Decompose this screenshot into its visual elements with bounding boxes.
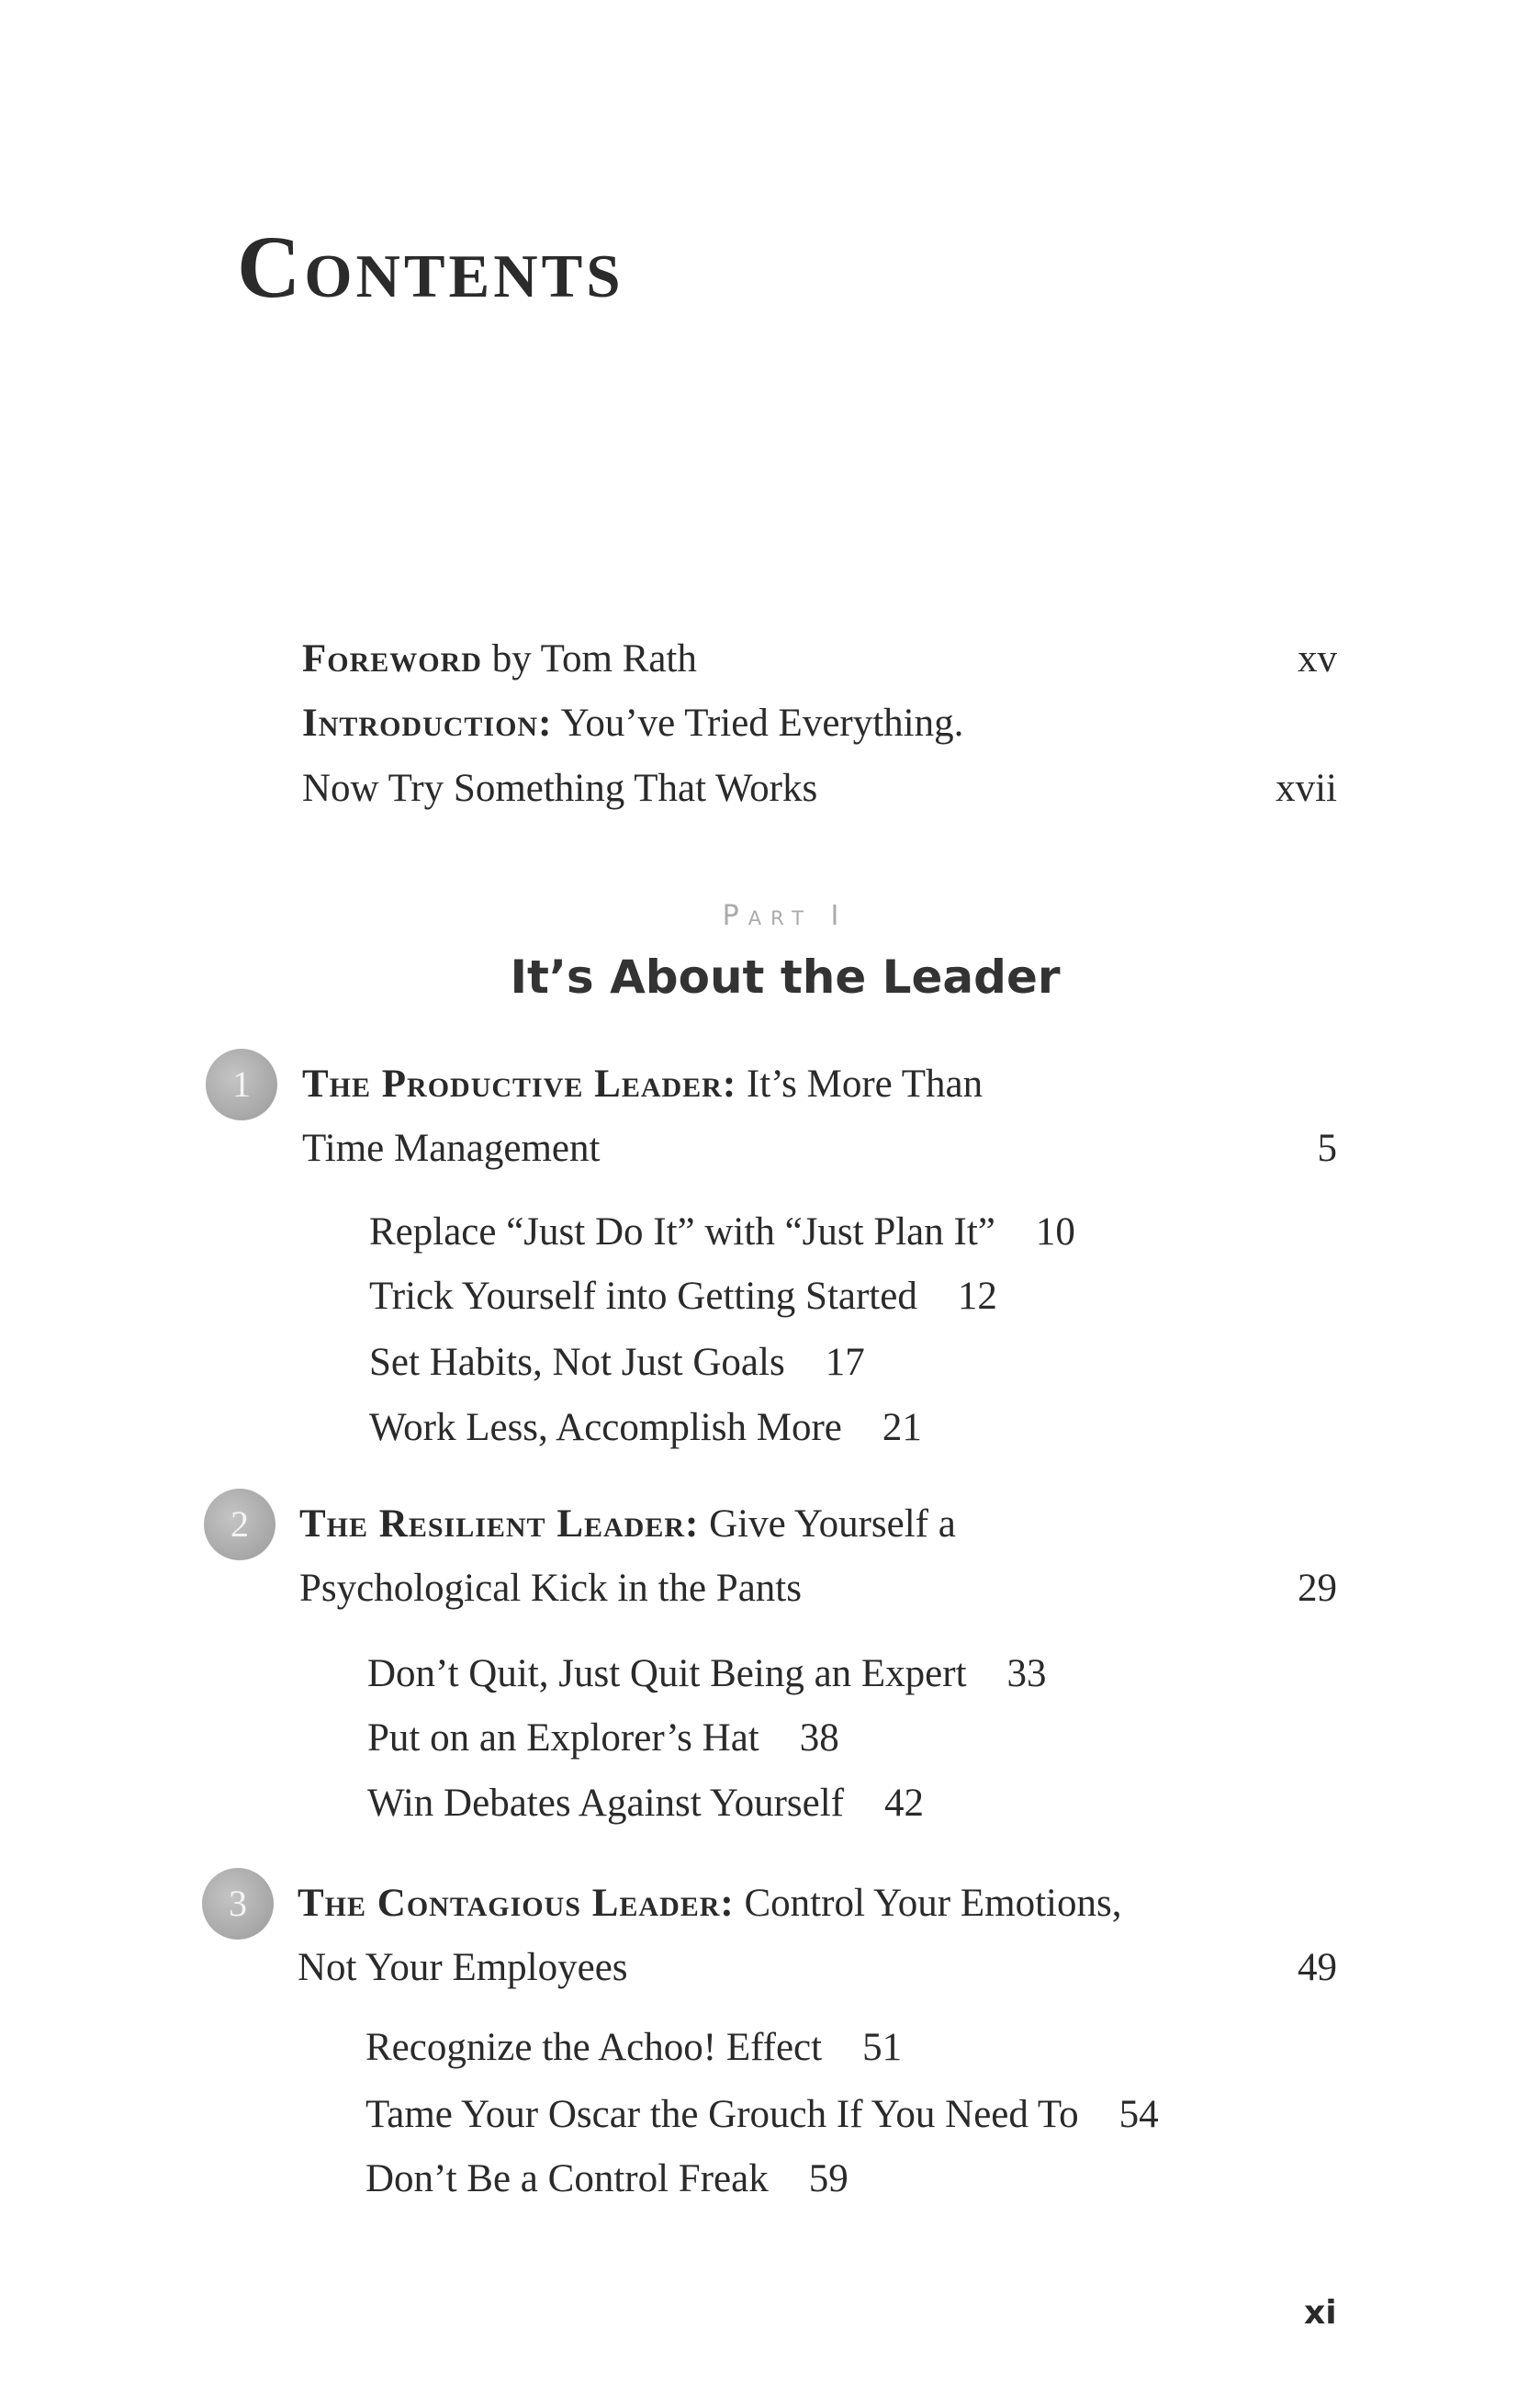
section-title: Tame Your Oscar the Grouch If You Need To [365, 2093, 1079, 2136]
chapter-number-badge: 3 [202, 1868, 274, 1940]
page-number: 5 [1317, 1127, 1337, 1170]
section-title: Win Debates Against Yourself [367, 1782, 845, 1825]
toc-entry-section[interactable] [365, 2083, 1159, 2147]
toc-entry-section[interactable] [369, 1200, 1075, 1265]
section-title: Don’t Quit, Just Quit Being an Expert [367, 1652, 967, 1695]
chapter-number-badge: 2 [204, 1489, 275, 1560]
toc-entry-chapter[interactable] [299, 1492, 956, 1557]
chapter-subtitle: It’s More Than [736, 1063, 984, 1106]
section-title: Replace “Just Do It” with “Just Plan It” [369, 1210, 995, 1254]
section-title: Don’t Be a Control Freak [365, 2157, 769, 2200]
toc-entry-introduction[interactable] [302, 692, 963, 756]
chapter-subtitle-line2: Time Management [302, 1127, 601, 1170]
chapter-subtitle-line2: Psychological Kick in the Pants [299, 1567, 802, 1610]
page-number: 59 [808, 2157, 849, 2200]
page-number: 29 [1298, 1567, 1337, 1610]
toc-entry-section[interactable] [367, 1772, 924, 1836]
page-number: 38 [799, 1716, 839, 1760]
toc-entry-section[interactable] [365, 2016, 902, 2080]
chapter-label: The Productive Leader: [302, 1063, 737, 1106]
entry-text-line2: Now Try Something That Works [302, 767, 818, 810]
chapter-subtitle: Control Your Emotions, [734, 1882, 1122, 1925]
section-title: Put on an Explorer’s Hat [367, 1716, 759, 1760]
section-title: Trick Yourself into Getting Started [369, 1275, 917, 1318]
section-title: Set Habits, Not Just Goals [369, 1341, 785, 1384]
toc-entry-chapter[interactable] [298, 1872, 1121, 1936]
chapter-number-badge: 1 [206, 1049, 277, 1120]
toc-entry-chapter[interactable] [302, 1052, 983, 1117]
page-title: Contents [237, 218, 624, 316]
part-label: Part I [722, 900, 849, 932]
entry-text: by Tom Rath [481, 637, 697, 680]
page-number: 49 [1298, 1946, 1337, 1989]
page-number: 54 [1118, 2093, 1159, 2136]
toc-entry-section[interactable] [369, 1265, 997, 1329]
folio-page-number: xi [1304, 2294, 1337, 2332]
page-number: 51 [862, 2026, 903, 2069]
chapter-subtitle-line2: Not Your Employees [298, 1946, 628, 1989]
toc-entry-section[interactable] [367, 1706, 839, 1771]
page-number: 12 [957, 1275, 997, 1318]
entry-label: Foreword [302, 637, 482, 680]
section-title: Recognize the Achoo! Effect [365, 2026, 823, 2069]
page-number: xv [1298, 637, 1337, 680]
toc-entry-section[interactable] [367, 1642, 1047, 1706]
entry-label: Introduction: [302, 702, 553, 745]
chapter-label: The Contagious Leader: [298, 1882, 735, 1925]
part-title: It’s About the Leader [510, 950, 1061, 1004]
page-number: 21 [882, 1406, 922, 1449]
chapter-label: The Resilient Leader: [299, 1502, 700, 1546]
toc-entry-section[interactable] [369, 1331, 865, 1395]
chapter-subtitle: Give Yourself a [699, 1502, 956, 1546]
entry-text: You’ve Tried Everything. [552, 702, 964, 745]
page-number: 10 [1035, 1210, 1075, 1254]
page-number: 17 [825, 1341, 865, 1384]
page-number: xvii [1276, 767, 1337, 810]
toc-entry-section[interactable] [365, 2147, 849, 2211]
toc-entry-section[interactable] [369, 1396, 922, 1460]
section-title: Work Less, Accomplish More [369, 1406, 842, 1449]
page-number: 33 [1006, 1652, 1047, 1695]
toc-entry-foreword[interactable] [302, 627, 697, 692]
page-number: 42 [884, 1782, 925, 1825]
